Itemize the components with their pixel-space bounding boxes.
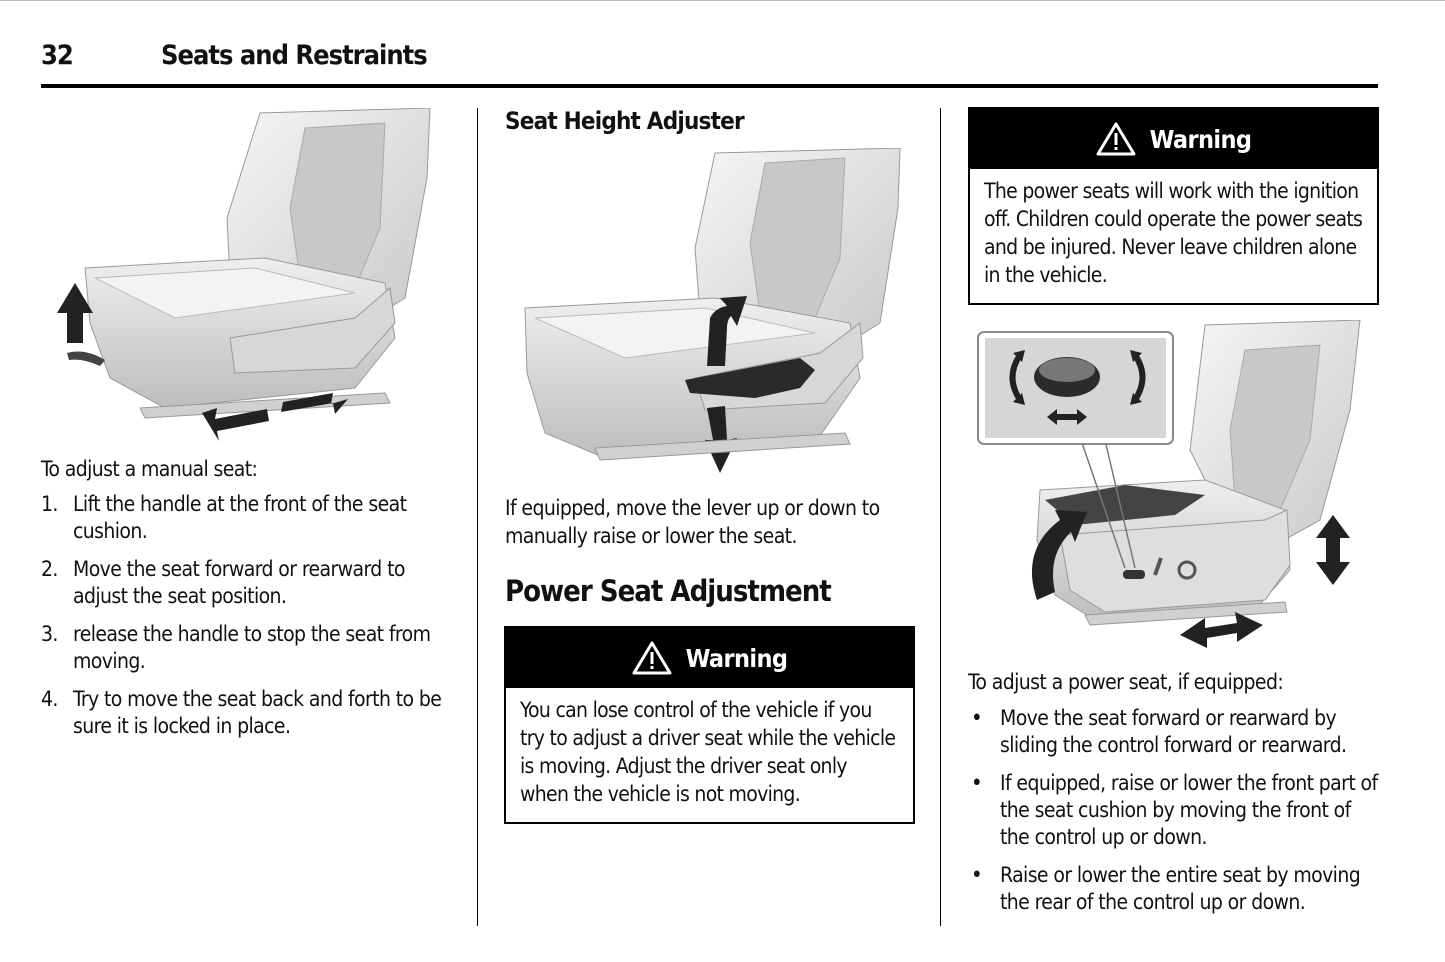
warning-text: You can lose control of the vehicle if you try to adjust a driver seat while the vehicle is moving. Adjust the driver seat only when the vehicle is not moving. — [520, 698, 896, 806]
list-item: 1. Lift the handle at the front of the seat cushion. — [41, 492, 407, 543]
seat-height-heading: Seat Height Adjuster — [505, 107, 744, 135]
warning-text: The power seats will work with the ignition off. Children could operate the power seats and be injured. Never leave children alone in the vehicle. — [984, 179, 1363, 287]
manual-seat-steps — [41, 491, 461, 751]
manual-seat-intro: To adjust a manual seat: — [41, 457, 258, 481]
warning-box-driver-seat — [504, 626, 915, 824]
section-title: Seats and Restraints — [161, 40, 427, 71]
list-item: • If equipped, raise or lower the front part of the seat cushion by moving the front of the control up or down. — [971, 771, 1378, 849]
power-seat-heading: Power Seat Adjustment — [505, 574, 831, 608]
header-rule — [41, 84, 1378, 88]
seat-height-body: If equipped, move the lever up or down to manually raise or lower the seat. — [505, 496, 880, 548]
list-item: 3. release the handle to stop the seat from moving. — [41, 622, 431, 673]
top-border — [0, 0, 1445, 1]
column-divider-2 — [940, 108, 941, 926]
list-item: 4. Try to move the seat back and forth to be sure it is locked in place. — [41, 687, 442, 738]
warning-header — [970, 109, 1377, 169]
seat-height-illustration — [515, 148, 905, 482]
power-seat-intro: To adjust a power seat, if equipped: — [968, 670, 1284, 694]
power-seat-illustration — [975, 320, 1375, 659]
list-item: • Move the seat forward or rearward by sliding the control forward or rearward. — [971, 706, 1347, 757]
list-item: • Raise or lower the entire seat by moving the rear of the control up or down. — [971, 863, 1361, 914]
power-seat-bullets — [968, 705, 1380, 927]
warning-title: Warning — [685, 643, 788, 673]
warning-box-power-seats — [968, 107, 1379, 305]
warning-triangle-icon — [1096, 122, 1136, 156]
warning-title: Warning — [1149, 124, 1252, 154]
page-header — [41, 40, 1378, 78]
page-number: 32 — [41, 40, 73, 71]
list-item: 2. Move the seat forward or rearward to adjust the seat position. — [41, 557, 405, 608]
manual-seat-illustration — [55, 108, 445, 447]
column-divider-1 — [477, 108, 478, 926]
warning-triangle-icon — [632, 641, 672, 675]
warning-header — [506, 628, 913, 688]
